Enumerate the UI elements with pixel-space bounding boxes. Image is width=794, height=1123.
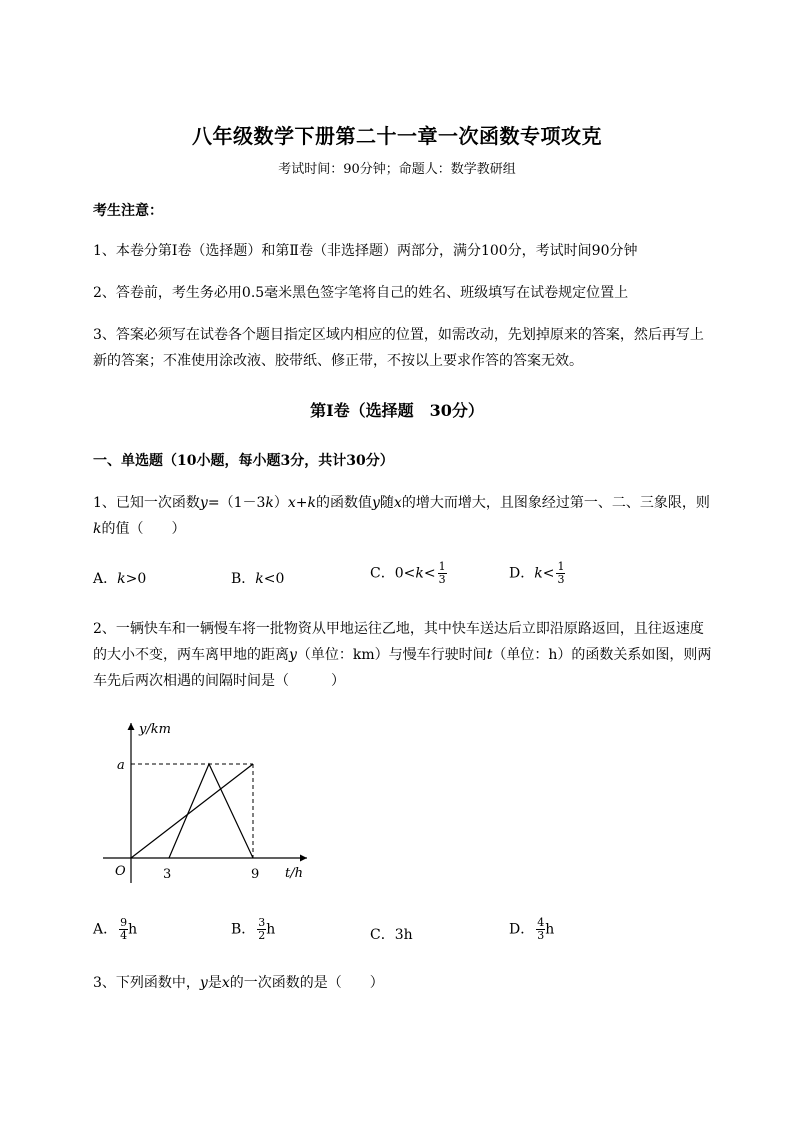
q2-text: （单位：km）与慢车行驶时间 bbox=[296, 647, 487, 663]
option-var: k bbox=[117, 571, 126, 587]
q3-var: y bbox=[199, 975, 208, 991]
option-var: k bbox=[415, 565, 424, 582]
q1-text: 随 bbox=[379, 495, 394, 511]
q1-text: 的增大而增大，且图象经过第一、二、三象限，则 bbox=[401, 495, 710, 511]
fraction-numerator: 9 bbox=[120, 916, 128, 929]
q1-var: k bbox=[93, 521, 102, 537]
fraction-denominator: 3 bbox=[537, 929, 545, 942]
q3-text: 是 bbox=[207, 975, 222, 991]
option-text: <0 bbox=[263, 571, 285, 587]
q2-option-c[interactable] bbox=[370, 924, 413, 944]
q1-text: 的值（ ） bbox=[101, 521, 186, 537]
option-unit: h bbox=[266, 921, 276, 938]
q1-text: 的函数值 bbox=[316, 495, 372, 511]
option-label: B． bbox=[231, 921, 256, 938]
fraction bbox=[536, 917, 545, 942]
q1-text: =（1－3 bbox=[207, 495, 266, 511]
question-3 bbox=[93, 970, 713, 996]
option-var: k bbox=[534, 565, 543, 582]
origin-label: O bbox=[115, 864, 126, 879]
fraction-numerator: 3 bbox=[258, 916, 266, 929]
notice-item-2: 2、答卷前，考生务必用0.5毫米黑色签字笔将自己的姓名、班级填写在试卷规定位置上 bbox=[93, 285, 629, 301]
q1-option-d[interactable] bbox=[509, 561, 565, 586]
q1-var: x bbox=[393, 495, 402, 511]
option-label: C．3h bbox=[370, 927, 413, 943]
q3-var: x bbox=[221, 975, 230, 991]
fraction bbox=[119, 917, 128, 942]
q1-text: 1、已知一次函数 bbox=[93, 495, 200, 511]
option-label: A． bbox=[93, 571, 118, 587]
fraction-denominator: 2 bbox=[258, 929, 266, 942]
fraction-denominator: 4 bbox=[120, 929, 128, 942]
exam-info: 考试时间：90分钟；命题人：数学教研组 bbox=[278, 162, 516, 177]
option-label: D． bbox=[509, 921, 535, 938]
q1-text: ） bbox=[273, 495, 288, 511]
fraction-numerator: 4 bbox=[537, 916, 545, 929]
q1-var: y bbox=[372, 495, 380, 511]
question-2 bbox=[93, 616, 713, 694]
q3-text: 的一次函数的是（ ） bbox=[229, 975, 384, 991]
question-1 bbox=[93, 490, 713, 542]
option-unit: h bbox=[545, 921, 555, 938]
a-label: a bbox=[117, 758, 125, 773]
option-text: < bbox=[542, 565, 555, 582]
q1-option-a[interactable] bbox=[93, 568, 146, 588]
fast-car-line bbox=[169, 764, 253, 858]
q3-text: 3、下列函数中， bbox=[93, 975, 200, 991]
option-text: < bbox=[423, 565, 436, 582]
option-text: >0 bbox=[125, 571, 147, 587]
q2-option-b[interactable] bbox=[231, 917, 275, 942]
q1-var: k bbox=[265, 495, 274, 511]
y-axis-label: y/km bbox=[139, 722, 171, 737]
option-label: A． bbox=[93, 921, 118, 938]
section-title: 第I卷（选择题 30分） bbox=[310, 401, 484, 420]
fraction bbox=[257, 917, 266, 942]
notice-item-1: 1、本卷分第I卷（选择题）和第Ⅱ卷（非选择题）两部分，满分100分，考试时间90分钟 bbox=[93, 243, 638, 259]
x-axis-label: t/h bbox=[285, 866, 303, 881]
option-unit: h bbox=[128, 921, 138, 938]
q2-var: t bbox=[486, 647, 493, 663]
q1-option-b[interactable] bbox=[231, 568, 284, 588]
notice-item-3: 3、答案必须写在试卷各个题目指定区域内相应的位置，如需改动，先划掉原来的答案，然后再写上新的答案；不准使用涂改液、胶带纸、修正带，不按以上要求作答的答案无效。 bbox=[93, 327, 704, 369]
q1-option-c[interactable] bbox=[370, 561, 447, 586]
q2-text: （单位：h）的函数关系如图，则两车先后两次相遇的间隔时间是（ ） bbox=[93, 647, 712, 689]
q2-var: y bbox=[289, 647, 297, 663]
fraction-denominator: 3 bbox=[438, 573, 446, 586]
option-var: k bbox=[255, 571, 264, 587]
fraction-numerator: 1 bbox=[438, 560, 446, 573]
fraction-numerator: 1 bbox=[557, 560, 565, 573]
option-label: D． bbox=[509, 565, 535, 582]
page-title: 八年级数学下册第二十一章一次函数专项攻克 bbox=[192, 124, 602, 148]
q1-var: k bbox=[307, 495, 316, 511]
q2-option-a[interactable] bbox=[93, 917, 137, 942]
part-heading: 一、单选题（10小题，每小题3分，共计30分） bbox=[93, 453, 394, 469]
q1-text: + bbox=[295, 495, 308, 511]
fraction bbox=[556, 561, 565, 586]
q2-text: 2、一辆快车和一辆慢车将一批物资从甲地运往乙地，其中快车送达后立即沿原路返回，且往返速度的大小不变，两车离甲地的距离 bbox=[93, 621, 704, 663]
tick-3-label: 3 bbox=[163, 867, 172, 882]
notice-heading: 考生注意： bbox=[93, 203, 163, 219]
q1-var: y bbox=[199, 495, 208, 511]
tick-9-label: 9 bbox=[251, 867, 260, 882]
slow-car-line bbox=[131, 764, 253, 858]
q2-graph bbox=[95, 715, 325, 890]
q2-option-d[interactable] bbox=[509, 917, 554, 942]
fraction-denominator: 3 bbox=[557, 573, 565, 586]
fraction bbox=[438, 561, 447, 586]
q1-var: x bbox=[287, 495, 296, 511]
option-label: B． bbox=[231, 571, 256, 587]
option-label: C．0< bbox=[370, 565, 416, 582]
